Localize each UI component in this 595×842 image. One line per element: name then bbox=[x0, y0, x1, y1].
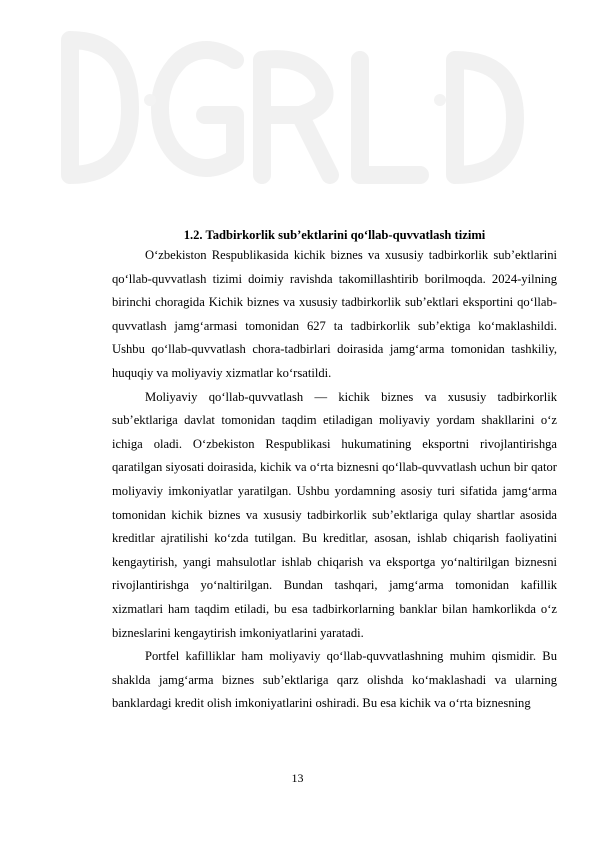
section-heading: 1.2. Tadbirkorlik sub’ektlarini qo‘llab-quvvatlash tizimi bbox=[183, 228, 486, 242]
document-body bbox=[112, 244, 557, 716]
paragraph-portfolio-guarantees: Portfel kafilliklar ham moliyaviy qo‘llab-quvvatlashning muhim qismidir. Bu shaklda jamg‘arma biznes sub’ektlariga qarz olishda ko‘maklashadi va ularning banklardagi kredit olish imkoniyatlarini oshiradi. Bu esa kichik va o‘rta biznesning bbox=[112, 649, 557, 711]
page-number: 13 bbox=[291, 771, 304, 785]
paragraph-support-system: O‘zbekiston Respublikasida kichik biznes va xususiy tadbirkorlik sub’ektlarini qo‘llab-quvvatlash tizimi doimiy ravishda takomillashtirib borilmoqda. 2024-yilning birinchi choragida Kichik biznes va xususiy tadbirkorlik sub’ektlari eksportini qo‘llab-quvvatlash jamg‘armasi tomonidan 627 ta tadbirkorlik sub’ektiga ko‘maklashildi. Ushbu qo‘llab-quvvatlash chora-tadbirlari doirasida jamg‘arma tomonidan tashkiliy, huquqiy va moliyaviy xizmatlar ko‘rsatildi. bbox=[112, 248, 557, 380]
paragraph-financial-support: Moliyaviy qo‘llab-quvvatlash — kichik biznes va xususiy tadbirkorlik sub’ektlariga davlat tomonidan taqdim etiladigan moliyaviy yordam shakllarini o‘z ichiga oladi. O‘zbekiston Respublikasi hukumatining eksportni rivojlantirishga qaratilgan siyosati doirasida, kichik va o‘rta biznesni qo‘llab-quvvatlash uchun bir qator moliyaviy imkoniyatlar yaratilgan. Ushbu yordamning asosiy turi sifatida jamg‘arma tomonidan kichik biznes va xususiy tadbirkorlik sub’ektlariga qulay shartlar asosida kreditlar ajratilishi ko‘zda tutilgan. Bu kreditlar, asosan, ishlab chiqarish faoliyatini kengaytirish, yangi mahsulotlar ishlab chiqarish va eksportga yo‘naltirilgan biznesni rivojlantirishga yo‘naltirilgan. Bundan tashqari, jamg‘arma tomonidan kafillik xizmatlari ham taqdim etiladi, bu esa tadbirkorlarning banklar bilan hamkorlikda o‘z bizneslarini kengaytirish imkoniyatlarini yaratadi. bbox=[112, 389, 557, 640]
